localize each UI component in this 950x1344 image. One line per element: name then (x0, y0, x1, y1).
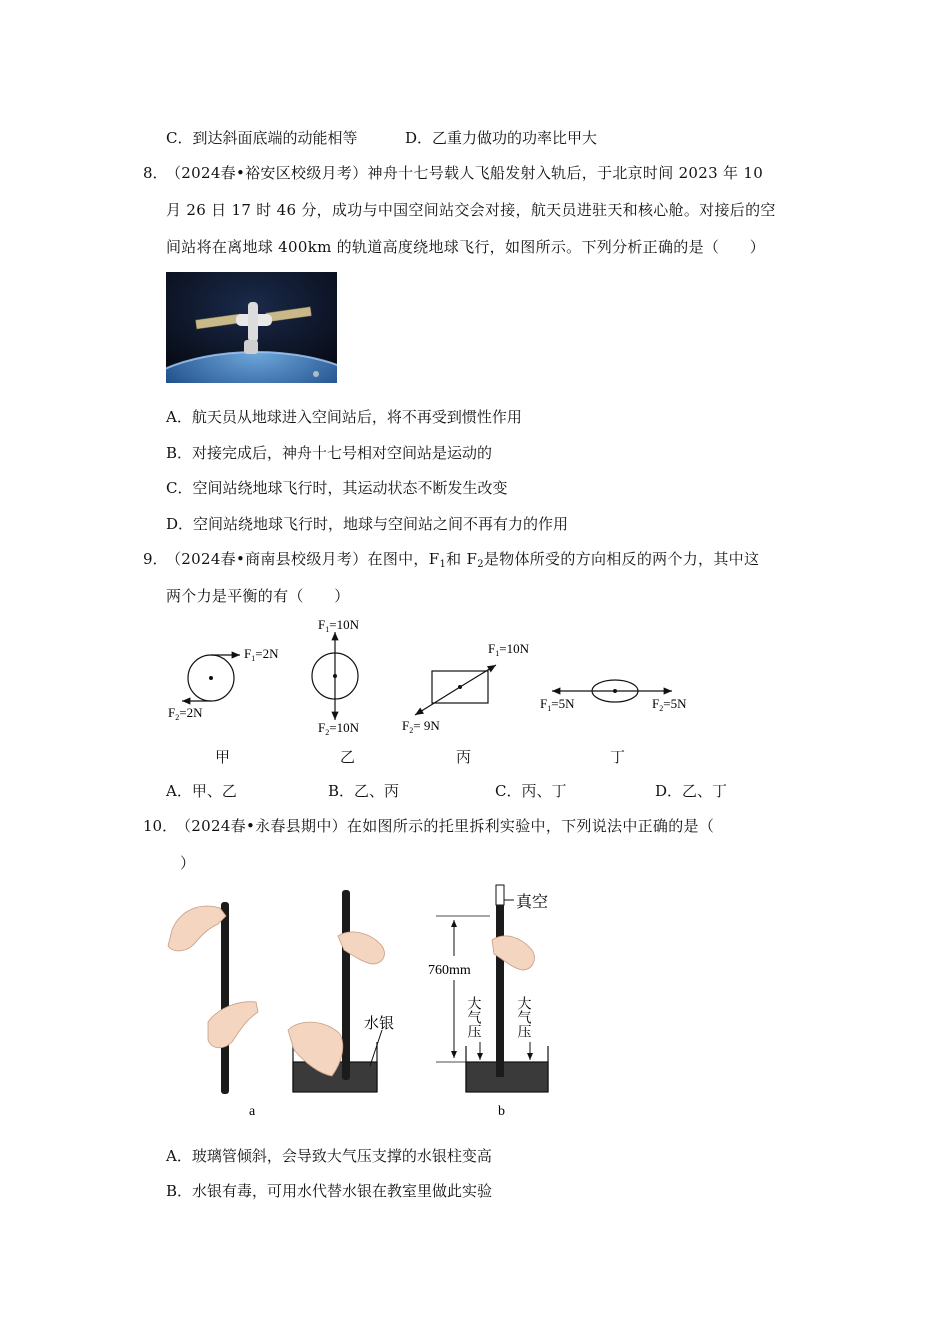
q8-option-d: D．空间站绕地球飞行时，地球与空间站之间不再有力的作用 (166, 515, 569, 533)
diagram-jia (168, 646, 279, 722)
panel-a-tube (168, 902, 258, 1119)
jia-f2-label: $F_2=2N$ (168, 705, 203, 722)
panel-b-measurement (428, 885, 548, 1119)
q9-option-c: C．丙、丁 (495, 782, 567, 800)
q8-stem-line3: 间站将在离地球 400km 的轨道高度绕地球飞行，如图所示。下列分析正确的是（ ） (166, 238, 766, 256)
torricelli-figure (160, 880, 580, 1125)
ding-f2-label: $F_2=5N$ (652, 696, 687, 713)
q9-option-d: D．乙、丁 (655, 782, 728, 800)
diagram-bing (402, 641, 530, 735)
yi-f2-label: $F_2=10N$ (318, 720, 359, 737)
hand-bottom-a (208, 1002, 258, 1048)
q8-option-b: B．对接完成后，神舟十七号相对空间站是运动的 (166, 444, 493, 462)
caption-ding: 丁 (610, 748, 626, 766)
q9-option-b: B．乙、丙 (328, 782, 400, 800)
q9-stem-line2: 两个力是平衡的有（ ） (166, 587, 350, 605)
panel-mercury-dish (288, 890, 394, 1092)
q9-stem-line1: （2024春•商南县校级月考）在图中，$F_1$和 $F_2$是物体所受的方向相反的两个力，其中这 (166, 550, 760, 570)
q9-force-diagrams (160, 612, 720, 742)
q10-option-a: A．玻璃管倾斜，会导致大气压支撑的水银柱变高 (166, 1147, 492, 1165)
caption-jia: 甲 (215, 748, 231, 766)
q8-stem-line1: （2024春•裕安区校级月考）神舟十七号载人飞船发射入轨后，于北京时间 2023 年 10 (166, 164, 764, 182)
space-station-image (166, 272, 337, 383)
ding-f1-label: $F_1=5N$ (540, 696, 575, 713)
q8-option-a: A．航天员从地球进入空间站后，将不再受到惯性作用 (166, 408, 522, 426)
mercury-label: 水银 (364, 1016, 395, 1032)
q10-stem-line2: ） (180, 854, 196, 872)
atm-label-right: 大气压 (515, 996, 531, 1038)
q10-number: 10． (143, 817, 178, 835)
yi-f1-label: $F_1=10N$ (318, 617, 359, 634)
diagram-yi (312, 617, 360, 737)
jia-f1-label: $F_1=2N$ (244, 646, 279, 663)
vacuum-label: 真空 (516, 894, 549, 911)
label-b: b (498, 1104, 505, 1119)
q7-option-c: C．到达斜面底端的动能相等 (166, 129, 358, 147)
q8-number: 8． (143, 164, 168, 182)
label-a: a (249, 1104, 256, 1119)
q9-number: 9． (143, 550, 168, 568)
hand-top-a (168, 906, 226, 951)
q10-option-b: B．水银有毒，可用水代替水银在教室里做此实验 (166, 1182, 493, 1200)
caption-yi: 乙 (340, 748, 356, 766)
q8-option-c: C．空间站绕地球飞行时，其运动状态不断发生改变 (166, 479, 508, 497)
q9-option-a: A．甲、乙 (166, 782, 237, 800)
bing-f2-label: $F_2= 9N$ (402, 718, 440, 735)
q7-option-d: D．乙重力做功的功率比甲大 (405, 129, 598, 147)
q8-stem-line2: 月 26 日 17 时 46 分，成功与中国空间站交会对接，航天员进驻天和核心舱。对接后的空 (166, 201, 776, 219)
height-label: 760mm (428, 963, 471, 978)
diagram-ding (540, 680, 687, 713)
bing-f1-label: $F_1=10N$ (488, 641, 529, 658)
caption-bing: 丙 (456, 748, 472, 766)
q10-stem-line1: （2024春•永春县期中）在如图所示的托里拆利实验中，下列说法中正确的是（ (176, 817, 715, 835)
atm-label-left: 大气压 (465, 996, 481, 1038)
